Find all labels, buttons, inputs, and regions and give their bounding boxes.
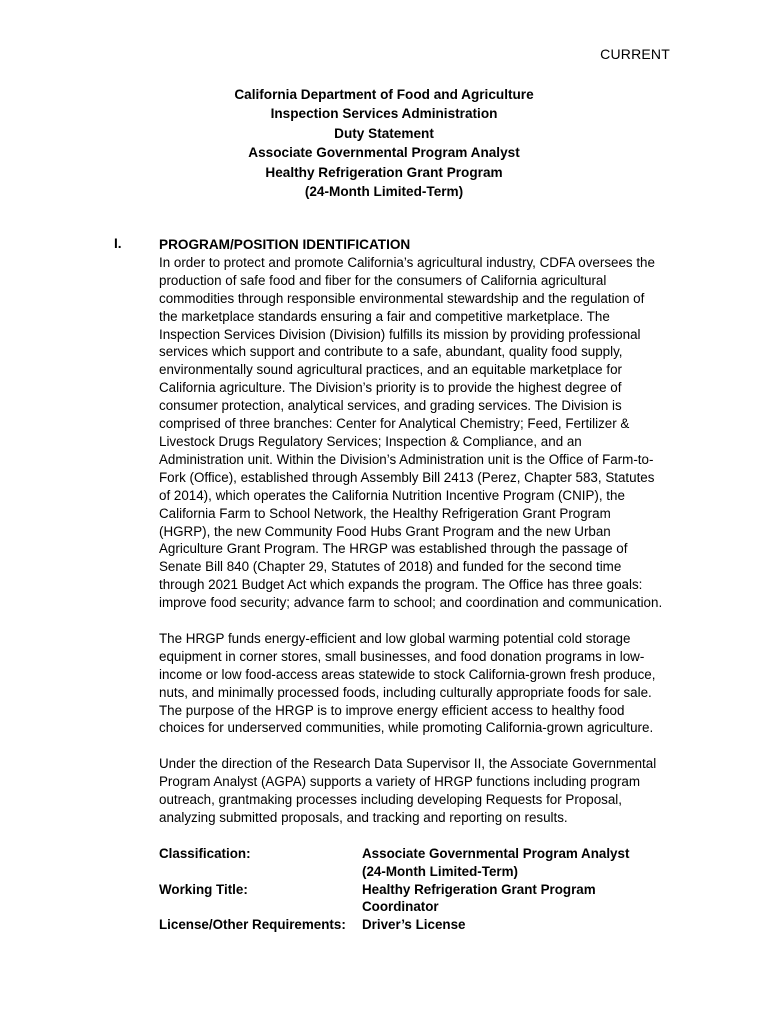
detail-label: Working Title:: [159, 881, 248, 897]
document-status-label: CURRENT: [600, 46, 670, 62]
paragraph-position-summary: Under the direction of the Research Data Supervisor II, the Associate Governmental Program Analyst (AGPA) supports a variety of HRGP functions including program outreach, grantmaking processes including developing Requests for Proposal, analyzing submitted proposals, and tracking and reporting on results.: [159, 756, 657, 825]
header-program-name: Healthy Refrigeration Grant Program: [265, 164, 503, 180]
header-administration: Inspection Services Administration: [270, 106, 498, 122]
header-document-type: Duty Statement: [334, 125, 434, 141]
header-department: California Department of Food and Agriculture: [234, 87, 534, 102]
section-number: I.: [114, 236, 122, 251]
detail-label: Classification:: [159, 845, 251, 861]
section-title: PROGRAM/POSITION IDENTIFICATION: [159, 237, 411, 252]
detail-value: Driver’s License: [362, 917, 466, 933]
position-details-table: [159, 845, 694, 935]
detail-row-license: [159, 916, 694, 934]
detail-row-working-title: [159, 881, 694, 917]
header-term: (24-Month Limited-Term): [304, 184, 464, 200]
detail-row-classification: [159, 845, 694, 881]
detail-label: License/Other Requirements:: [159, 917, 346, 933]
section-program-position: [159, 236, 694, 934]
paragraph-program-overview: In order to protect and promote California’s agricultural industry, CDFA oversees the production of safe food and fiber for the consumers of California agricultural commodities through responsible environmental stewardship and the regulation of the marketplace standards ensuring a fair and competitive marketplace. The Inspection Services Division (Division) fulfills its mission by providing professional services which support and contribute to a safe, abundant, quality food supply, environmentally sound agricultural practices, and an equitable marketplace for California agriculture. The Division’s priority is to provide the highest degree of consumer protection, analytical services, and grading services. The Division is comprised of three branches: Center for Analytical Chemistry; Feed, Fertilizer & Livestock Drugs Regulatory Services; Inspection & Compliance, and an Administration unit. Within the Division’s Administration unit is the Office of Farm-to- Fork (Office), established through Assembly Bill 2413 (Perez, Chapter 583, Statutes of 2014), which operates the California Nutrition Incentive Program (CNIP), the California Farm to School Network, the Healthy Refrigeration Grant Program (HGRP), the new Community Food Hubs Grant Program and the new Urban Agriculture Grant Program. The HRGP was established through the passage of Senate Bill 840 (Chapter 29, Statutes of 2018) and funded for the second time through 2021 Budget Act which expands the program. The Office has three goals: improve food security; advance farm to school; and coordination and communication.: [159, 254, 663, 611]
header-position-title: Associate Governmental Program Analyst: [248, 145, 520, 161]
detail-value: Associate Governmental Program Analyst (24-Month Limited-Term): [362, 845, 630, 879]
detail-value: Healthy Refrigeration Grant Program Coordinator: [362, 881, 596, 915]
document-header: [0, 85, 770, 201]
paragraph-hrgp-description: The HRGP funds energy-efficient and low global warming potential cold storage equipment in corner stores, small businesses, and food donation programs in low- income or low food-access areas statewide to stock California-grown fresh produce, nuts, and minimally processed foods, including culturally appropriate foods for sale. The purpose of the HRGP is to improve energy efficient access to healthy food choices for underserved communities, while promoting California-grown agriculture.: [159, 630, 656, 736]
